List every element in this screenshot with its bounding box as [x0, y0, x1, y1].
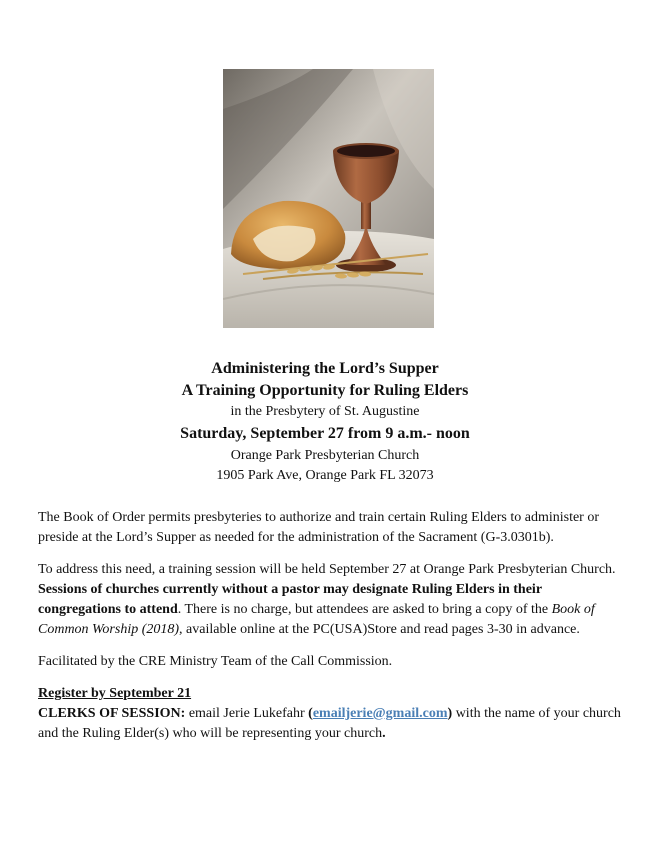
venue-name: Orange Park Presbyterian Church [230, 448, 420, 463]
event-date: Saturday, September 27 from 9 a.m.- noon [180, 425, 470, 442]
event-header [0, 358, 650, 486]
paragraph-facilitated [38, 652, 623, 672]
venue-address: 1905 Park Ave, Orange Park FL 32073 [216, 468, 434, 483]
final-period: . [382, 726, 386, 741]
register-text: email Jerie Lukefahr [185, 706, 309, 721]
open-paren: ( [308, 706, 313, 721]
body-text [38, 508, 623, 744]
paragraph-text: , available online at the PC(USA)Store and read pages 3-30 in advance. [179, 622, 580, 637]
communion-photo [223, 69, 434, 328]
paragraph-text: To address this need, a training session will be held September 27 at Orange Park Presbyterian Church. [38, 562, 616, 577]
book-title: Book of Common Worship (2018) [38, 602, 595, 637]
presbytery-line: in the Presbytery of St. Augustine [230, 404, 420, 419]
email-link[interactable]: emailjerie@gmail.com [312, 706, 448, 721]
clerks-label: CLERKS OF SESSION: [38, 706, 186, 721]
paragraph-text: Facilitated by the CRE Ministry Team of the Call Commission. [38, 654, 393, 669]
paragraph-training-session [38, 560, 623, 640]
paragraph-book-of-order [38, 508, 623, 548]
event-subtitle: A Training Opportunity for Ruling Elders [181, 382, 469, 399]
paragraph-bold-text: Sessions of churches currently without a pastor may designate Ruling Elders in their congregations to attend [38, 582, 542, 617]
communion-chalice-icon [223, 69, 434, 328]
event-title: Administering the Lord’s Supper [211, 360, 439, 377]
register-instructions [38, 704, 623, 744]
close-paren: ) [447, 706, 453, 721]
register-text: with the name of your church and the Ruling Elder(s) who will be representing your church [38, 706, 621, 741]
paragraph-text: The Book of Order permits presbyteries to authorize and train certain Ruling Elders to administer or preside at the Lord’s Supper as needed for the administration of the Sacrament (G-3.0301b). [38, 510, 600, 545]
register-heading: Register by September 21 [38, 686, 192, 701]
paragraph-text: . There is no charge, but attendees are asked to bring a copy of the [177, 602, 552, 617]
